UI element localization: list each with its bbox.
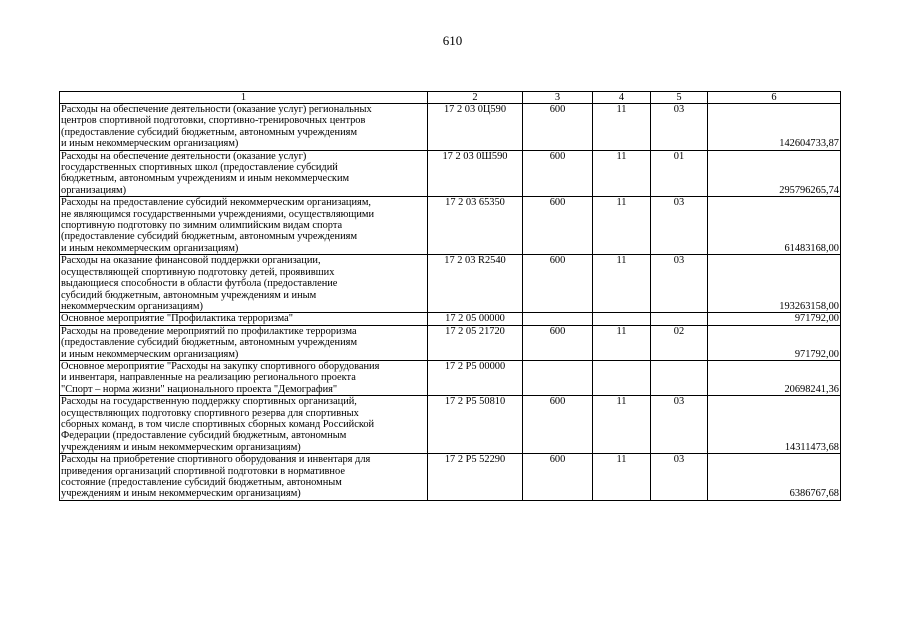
expense-type-cell: 600 (523, 325, 593, 360)
expense-type-cell: 600 (523, 150, 593, 197)
expense-name-cell: Основное мероприятие "Профилактика терроризма" (60, 313, 428, 325)
budget-table (59, 91, 841, 501)
table-row (60, 313, 841, 325)
header-cell-1: 1 (60, 92, 428, 104)
expense-type-cell (523, 360, 593, 395)
target-code-cell: 17 2 P5 50810 (428, 396, 523, 454)
table-row (60, 104, 841, 151)
section-cell: 11 (593, 325, 651, 360)
amount-cell: 971792,00 (708, 313, 841, 325)
section-cell: 11 (593, 150, 651, 197)
subsection-cell (651, 360, 708, 395)
expense-type-cell: 600 (523, 454, 593, 501)
subsection-cell: 03 (651, 104, 708, 151)
table-body (60, 92, 841, 501)
subsection-cell: 03 (651, 454, 708, 501)
amount-cell: 6386767,68 (708, 454, 841, 501)
table-row (60, 255, 841, 313)
subsection-cell: 03 (651, 255, 708, 313)
expense-name-cell: Расходы на оказание финансовой поддержки организации, осуществляющей спортивную подготовку детей, проявивших выдающиеся способности в области футбола (предоставление субсидий бюджетным, автономным учреждениям и иным некоммерческим организациям) (60, 255, 428, 313)
section-cell: 11 (593, 396, 651, 454)
table-row (60, 150, 841, 197)
section-cell: 11 (593, 104, 651, 151)
expense-name-cell: Расходы на государственную поддержку спортивных организаций, осуществляющих подготовку спортивного резерва для спортивных сборных команд, в том числе спортивных сборных команд Российской Федерации (предоставление субсидий бюджетным, автономным учреждениям и иным некоммерческим организациям) (60, 396, 428, 454)
header-cell-6: 6 (708, 92, 841, 104)
amount-cell: 142604733,87 (708, 104, 841, 151)
expense-name-cell: Расходы на приобретение спортивного оборудования и инвентаря для приведения организаций спортивной подготовки в нормативное состояние (предоставление субсидий бюджетным, автономным учреждениям и иным некоммерческим организациям) (60, 454, 428, 501)
table-row (60, 325, 841, 360)
section-cell (593, 360, 651, 395)
subsection-cell: 02 (651, 325, 708, 360)
table-row (60, 396, 841, 454)
header-cell-2: 2 (428, 92, 523, 104)
amount-cell: 61483168,00 (708, 197, 841, 255)
amount-cell: 193263158,00 (708, 255, 841, 313)
target-code-cell: 17 2 05 21720 (428, 325, 523, 360)
expense-type-cell: 600 (523, 197, 593, 255)
section-cell: 11 (593, 197, 651, 255)
table-row (60, 360, 841, 395)
target-code-cell: 17 2 03 0Ц590 (428, 104, 523, 151)
expense-name-cell: Расходы на предоставление субсидий некоммерческим организациям, не являющимся государственными учреждениями, осуществляющими спортивную подготовку по зимним олимпийским видам спорта (предоставление субсидий бюджетным, автономным учреждениям и иным некоммерческим организациям) (60, 197, 428, 255)
expense-type-cell: 600 (523, 396, 593, 454)
expense-name-cell: Основное мероприятие "Расходы на закупку спортивного оборудования и инвентаря, направленные на реализацию регионального проекта "Спорт – норма жизни" национального проекта "Демография" (60, 360, 428, 395)
target-code-cell: 17 2 03 R2540 (428, 255, 523, 313)
expense-name-cell: Расходы на проведение мероприятий по профилактике терроризма (предоставление субсидий бюджетным, автономным учреждениям и иным некоммерческим организациям) (60, 325, 428, 360)
section-cell: 11 (593, 255, 651, 313)
amount-cell: 20698241,36 (708, 360, 841, 395)
target-code-cell: 17 2 03 65350 (428, 197, 523, 255)
table-row (60, 454, 841, 501)
expense-type-cell: 600 (523, 255, 593, 313)
subsection-cell: 01 (651, 150, 708, 197)
subsection-cell (651, 313, 708, 325)
expense-type-cell (523, 313, 593, 325)
subsection-cell: 03 (651, 396, 708, 454)
header-cell-5: 5 (651, 92, 708, 104)
expense-type-cell: 600 (523, 104, 593, 151)
header-row (60, 92, 841, 104)
subsection-cell: 03 (651, 197, 708, 255)
target-code-cell: 17 2 P5 52290 (428, 454, 523, 501)
amount-cell: 14311473,68 (708, 396, 841, 454)
section-cell: 11 (593, 454, 651, 501)
target-code-cell: 17 2 03 0Ш590 (428, 150, 523, 197)
expense-name-cell: Расходы на обеспечение деятельности (оказание услуг) государственных спортивных школ (предоставление субсидий бюджетным, автономным учреждениям и иным некоммерческим организациям) (60, 150, 428, 197)
page-number: 610 (442, 33, 463, 48)
target-code-cell: 17 2 P5 00000 (428, 360, 523, 395)
header-cell-4: 4 (593, 92, 651, 104)
table-row (60, 197, 841, 255)
amount-cell: 971792,00 (708, 325, 841, 360)
target-code-cell: 17 2 05 00000 (428, 313, 523, 325)
header-cell-3: 3 (523, 92, 593, 104)
section-cell (593, 313, 651, 325)
amount-cell: 295796265,74 (708, 150, 841, 197)
expense-name-cell: Расходы на обеспечение деятельности (оказание услуг) региональных центров спортивной подготовки, спортивно-тренировочных центров (предоставление субсидий бюджетным, автономным учреждениям и иным некоммерческим организациям) (60, 104, 428, 151)
